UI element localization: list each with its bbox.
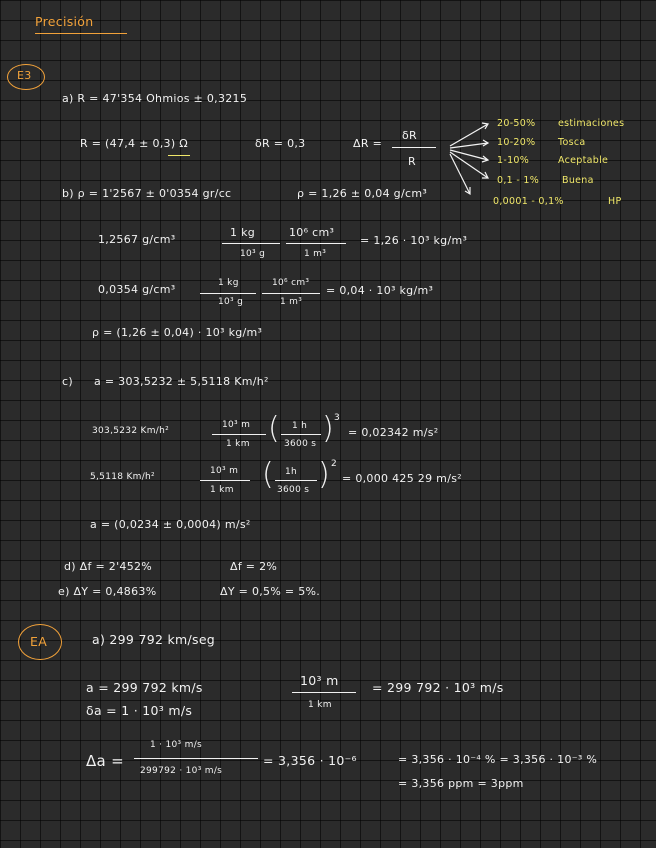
- e3-a-result: R = (47,4 ± 0,3) Ω: [80, 137, 188, 150]
- e3-b-statement: b) ρ = 1'2567 ± 0'0354 gr/cc: [62, 187, 232, 200]
- scale-label-5: HP: [608, 196, 622, 207]
- e3-c-conv1-f1-num: 10³ m: [222, 420, 251, 430]
- e3-b-conv2-result: = 0,04 · 10³ kg/m³: [326, 284, 434, 297]
- e3-b-conv1-f2-num: 10⁶ cm³: [289, 226, 335, 239]
- scale-label-2: Tosca: [558, 137, 586, 148]
- scale-range-1: 20-50%: [497, 118, 536, 129]
- scale-range-2: 10-20%: [497, 137, 536, 148]
- scale-range-5: 0,0001 - 0,1%: [493, 196, 564, 207]
- fraction-bar: [286, 243, 346, 244]
- fraction-bar: [262, 293, 320, 294]
- right-paren: ): [322, 411, 334, 446]
- ea-a-relative-lhs: Δa =: [86, 752, 124, 770]
- e3-c-conv2-lhs: 5,5118 Km/h²: [90, 472, 155, 482]
- e3-c-conv1-f2-num: 1 h: [292, 421, 308, 431]
- e3-c-label: c): [62, 375, 73, 388]
- e3-e-result: ΔY = 0,5% = 5%.: [220, 585, 321, 598]
- fraction-bar: [134, 758, 258, 759]
- title-underline: [35, 33, 127, 34]
- section-e3-label: E3: [17, 69, 32, 82]
- e3-c-conv1-result: = 0,02342 m/s²: [348, 426, 439, 439]
- e3-b-final: ρ = (1,26 ± 0,04) · 10³ kg/m³: [92, 326, 263, 339]
- fraction-bar: [200, 480, 250, 481]
- arrow-fan: [448, 116, 496, 206]
- e3-a-absolute-error: δR = 0,3: [255, 137, 306, 150]
- fraction-bar: [275, 480, 317, 481]
- e3-c-conv2-f1-num: 10³ m: [210, 466, 239, 476]
- fraction-bar: [200, 293, 256, 294]
- fraction-bar: [392, 147, 436, 148]
- left-paren: (: [268, 411, 280, 446]
- scale-label-3: Aceptable: [558, 155, 609, 166]
- e3-b-conv2-f1-num: 1 kg: [218, 278, 239, 288]
- e3-b-rounded: ρ = 1,26 ± 0,04 g/cm³: [297, 187, 428, 200]
- e3-b-conv1-result: = 1,26 · 10³ kg/m³: [360, 234, 468, 247]
- e3-b-conv2-f2-num: 10⁶ cm³: [272, 278, 310, 288]
- ea-a-relative-result-1: = 3,356 · 10⁻⁶: [263, 753, 357, 768]
- e3-c-final: a = (0,0234 ± 0,0004) m/s²: [90, 518, 251, 531]
- scale-range-3: 1-10%: [497, 155, 530, 166]
- ea-a-value-result: = 299 792 · 10³ m/s: [372, 680, 504, 695]
- fraction-bar: [212, 434, 266, 435]
- e3-b-conv2-lhs: 0,0354 g/cm³: [98, 283, 176, 296]
- ea-a-frac-den: 1 km: [308, 700, 332, 710]
- scale-range-4: 0,1 - 1%: [497, 175, 540, 186]
- e3-c-conv1-exponent: 3: [334, 413, 341, 423]
- e3-a-relative-num: δR: [402, 129, 417, 142]
- e3-c-conv2-f2-den: 3600 s: [277, 485, 310, 495]
- ea-a-absolute-error: δa = 1 · 10³ m/s: [86, 703, 193, 718]
- e3-b-conv2-f1-den: 10³ g: [218, 297, 244, 307]
- section-ea-label: EA: [30, 634, 48, 649]
- e3-a-relative-lhs: ΔR =: [353, 137, 383, 150]
- ea-a-relative-num: 1 · 10³ m/s: [150, 740, 203, 750]
- ea-a-frac-num: 10³ m: [300, 673, 339, 688]
- left-paren: (: [262, 457, 274, 492]
- e3-c-conv1-lhs: 303,5232 Km/h²: [92, 426, 170, 436]
- e3-b-conv1-f2-den: 1 m³: [304, 249, 327, 259]
- scale-label-4: Buena: [562, 175, 594, 186]
- e3-d-statement: d) Δf = 2'452%: [64, 560, 153, 573]
- e3-c-conv2-exponent: 2: [331, 459, 338, 469]
- e3-d-result: Δf = 2%: [230, 560, 278, 573]
- fraction-bar: [281, 434, 321, 435]
- right-paren: ): [318, 457, 330, 492]
- arrow-line: [450, 124, 488, 146]
- ea-a-relative-result-2: = 3,356 · 10⁻⁴ % = 3,356 · 10⁻³ %: [398, 753, 598, 766]
- section-e3-badge: [7, 64, 45, 90]
- e3-c-conv2-f1-den: 1 km: [210, 485, 234, 495]
- e3-e-statement: e) ΔY = 0,4863%: [58, 585, 157, 598]
- rounding-underline: [168, 155, 190, 156]
- ea-a-relative-den: 299792 · 10³ m/s: [140, 766, 223, 776]
- ea-a-value: a = 299 792 km/s: [86, 680, 203, 695]
- ea-a-relative-result-3: = 3,356 ppm = 3ppm: [398, 777, 524, 790]
- e3-c-statement: a = 303,5232 ± 5,5118 Km/h²: [94, 375, 269, 388]
- fraction-bar: [222, 243, 280, 244]
- page-title: Precisión: [35, 14, 94, 29]
- section-ea-badge: [18, 624, 62, 660]
- e3-b-conv1-lhs: 1,2567 g/cm³: [98, 233, 176, 246]
- e3-a-statement: a) R = 47'354 Ohmios ± 0,3215: [62, 92, 248, 105]
- ea-a-statement: a) 299 792 km/seg: [92, 632, 216, 647]
- e3-c-conv2-result: = 0,000 425 29 m/s²: [342, 472, 462, 485]
- e3-c-conv2-f2-num: 1h: [285, 467, 298, 477]
- e3-b-conv1-f1-den: 10³ g: [240, 249, 266, 259]
- fraction-bar: [292, 692, 356, 693]
- scale-label-1: estimaciones: [558, 118, 625, 129]
- e3-c-conv1-f1-den: 1 km: [226, 439, 250, 449]
- e3-c-conv1-f2-den: 3600 s: [284, 439, 317, 449]
- e3-a-relative-den: R: [408, 155, 416, 168]
- e3-b-conv2-f2-den: 1 m³: [280, 297, 303, 307]
- e3-b-conv1-f1-num: 1 kg: [230, 226, 256, 239]
